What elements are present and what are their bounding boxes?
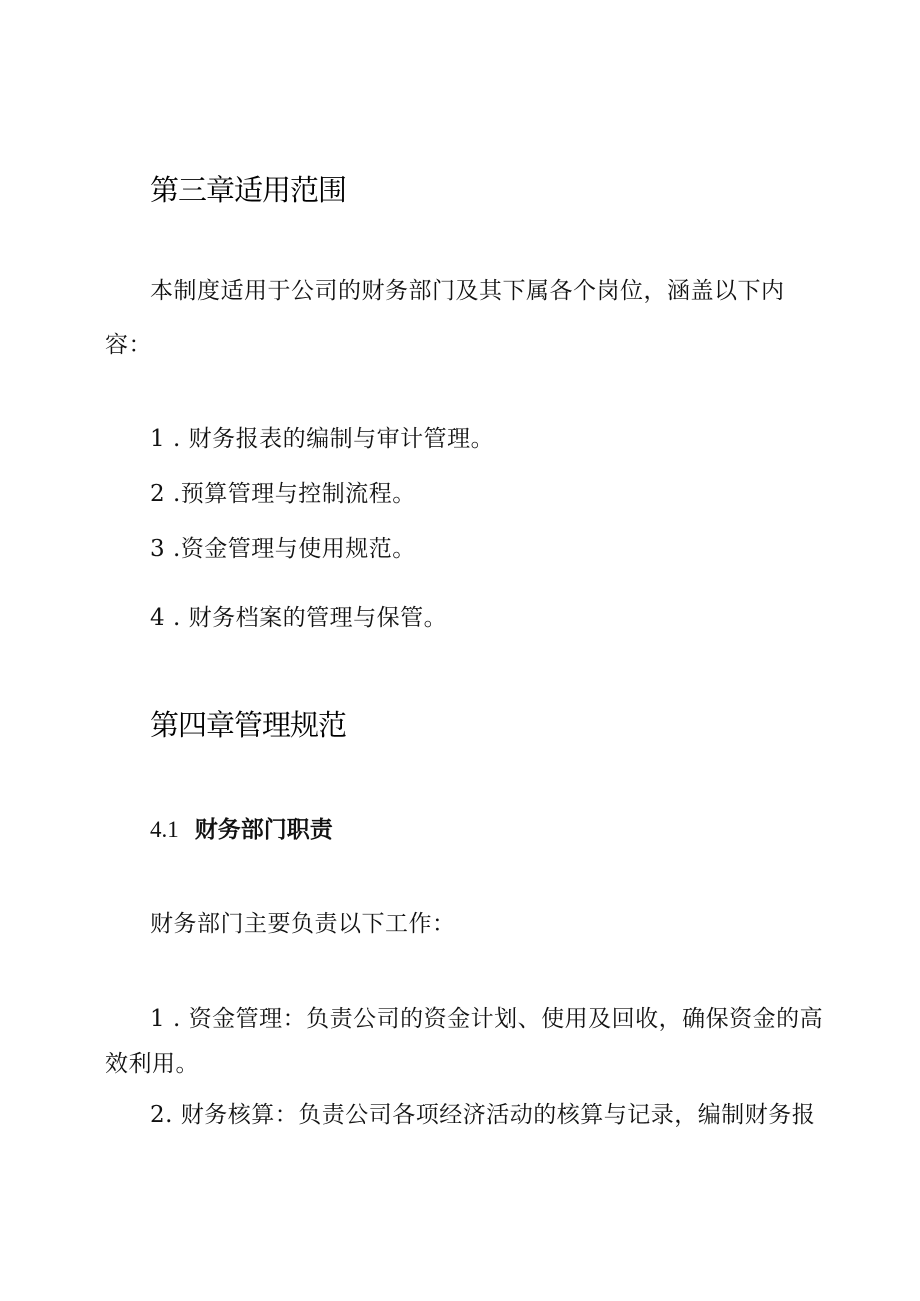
chapter-4-heading: 第四章管理规范 (150, 708, 347, 742)
section-4-1-heading (150, 811, 333, 844)
scope-item-4: 4 . 财务档案的管理与保管。 (150, 605, 448, 631)
chapter-3-intro-line-2: 容： (105, 332, 152, 358)
duty-item-2-line-1: 2. 财务核算：负责公司各项经济活动的核算与记录，编制财务报 (150, 1102, 816, 1128)
section-number: 4.1 (150, 817, 179, 842)
scope-item-2: 2 .预算管理与控制流程。 (150, 481, 416, 507)
duty-item-1-line-2: 效利用。 (105, 1051, 199, 1077)
section-title: 财务部门职责 (194, 817, 333, 843)
scope-item-1: 1 . 财务报表的编制与审计管理。 (150, 426, 495, 452)
section-4-1-intro: 财务部门主要负责以下工作： (150, 911, 456, 937)
duty-item-1-line-1: 1 . 资金管理：负责公司的资金计划、使用及回收，确保资金的高 (150, 1006, 824, 1032)
chapter-3-intro-line-1: 本制度适用于公司的财务部门及其下属各个岗位，涵盖以下内 (150, 278, 785, 304)
scope-item-3: 3 .资金管理与使用规范。 (150, 536, 416, 562)
chapter-3-heading: 第三章适用范围 (150, 173, 347, 207)
